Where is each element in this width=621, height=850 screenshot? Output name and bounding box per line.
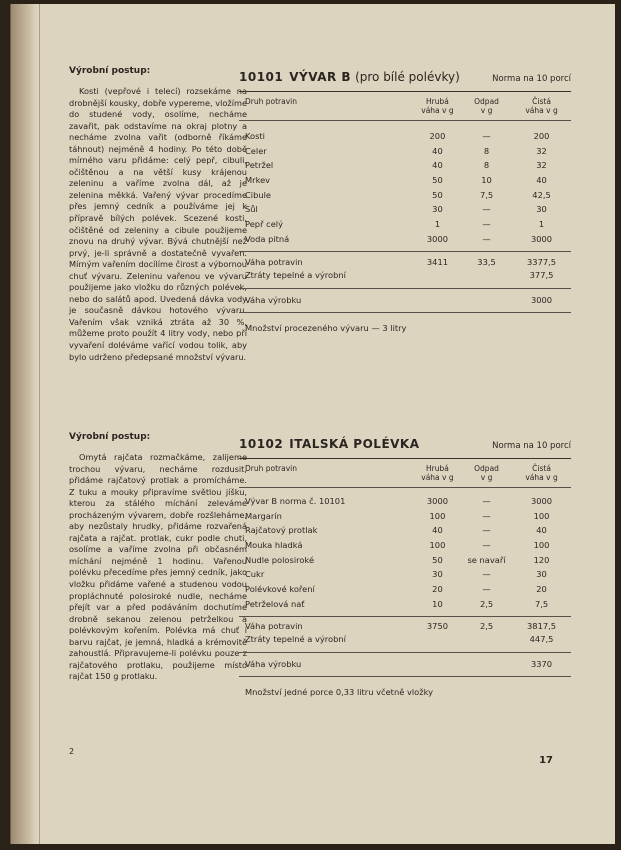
recipe-name: ITALSKÁ POLÉVKA <box>289 437 420 451</box>
recipe-title <box>239 70 571 84</box>
recipe-10102 <box>239 437 571 697</box>
table-row: Vývar B norma č. 10101 3000 — 3000 <box>245 496 553 506</box>
recipe-title <box>239 437 571 451</box>
table-row: Sůl 30 — 30 <box>245 204 547 215</box>
recipe-norm: Norma na 10 porcí <box>492 441 571 451</box>
table-row: Polévkové koření 20 — 20 <box>245 584 547 595</box>
procedure-block-2 <box>69 432 247 683</box>
recipe-norm: Norma na 10 porcí <box>492 74 571 84</box>
table-row: Rajčatový protlak 40 — 40 <box>245 525 547 536</box>
col-food: Druh potravin <box>245 97 297 106</box>
loss-row: Ztráty tepelné a výrobní 377,5 <box>245 269 554 280</box>
procedure-heading: Výrobní postup: <box>69 432 151 442</box>
table-row: Petrželová nať 10 2,5 7,5 <box>245 598 549 609</box>
table-body <box>239 129 571 247</box>
table-header <box>239 92 571 120</box>
col-net: Čistá váha v g <box>525 97 558 115</box>
page-number: 17 <box>539 755 553 766</box>
table-row: Cibule 50 7,5 42,5 <box>245 189 551 200</box>
table-row: Mouka hladká 100 — 100 <box>245 540 550 551</box>
recipe-number: 10101 <box>239 70 284 84</box>
yield-row: Váha výrobku 3000 <box>245 294 553 305</box>
book-spine <box>11 4 37 844</box>
recipe-subtitle: (pro bílé polévky) <box>355 70 460 84</box>
table-row: Mrkev 50 10 40 <box>245 175 547 186</box>
recipe-note: Množství jedné porce 0,33 litru včetně vložky <box>245 686 434 697</box>
col-food: Druh potravin <box>245 464 297 473</box>
table-row: Kosti 200 — 200 <box>245 131 550 141</box>
recipe-name: VÝVAR B <box>289 70 352 84</box>
table-row: Margarín 100 — 100 <box>245 510 550 521</box>
printer-mark: 2 <box>69 747 75 756</box>
procedure-heading: Výrobní postup: <box>69 66 151 76</box>
recipe-number: 10102 <box>239 437 284 451</box>
table-header <box>239 459 571 487</box>
recipe-note: Množství procezeného vývaru — 3 litry <box>245 322 407 333</box>
col-waste: Odpad v g <box>474 464 499 482</box>
table-body <box>239 494 571 612</box>
col-gross: Hrubá váha v g <box>421 97 454 115</box>
table-row: Petržel 40 8 32 <box>245 160 547 171</box>
total-row: Váha potravin 3750 2,5 3817,5 <box>245 620 557 631</box>
table-row: Voda pitná 3000 — 3000 <box>245 233 553 244</box>
loss-row: Ztráty tepelné a výrobní 447,5 <box>245 633 554 644</box>
total-row: Váha potravin 3411 33,5 3377,5 <box>245 256 557 267</box>
spine-fold <box>39 4 40 844</box>
table-row: Pepř celý 1 — 1 <box>245 219 545 230</box>
col-gross: Hrubá váha v g <box>421 464 454 482</box>
book-page <box>10 4 615 844</box>
col-waste: Odpad v g <box>474 97 499 115</box>
procedure-block-1 <box>69 66 247 363</box>
col-net: Čistá váha v g <box>525 464 558 482</box>
table-row: Celer 40 8 32 <box>245 145 547 156</box>
yield-row: Váha výrobku 3370 <box>245 658 553 669</box>
procedure-text: Omytá rajčata rozmačkáme, zalijeme trochou vývaru, necháme rozdusit, přidáme rajčatový protlak a promícháme. Z tuku a mouky připravíme světlou jíšku, kterou za stálého míchání zeleváme procházeným vývarem, dobře rozšleháme, aby nezůstaly hrudky, přidáme rozvařená rajčata a rajčat. protlak, cukr podle chuti, osolíme a vaříme zvolna při občasném míchání nejméně 1 hodinu. Vařenou polévku přecedíme přes jemný cedník, jako vložku přidáme vařené a studenou vodou propláchnuté polosiroké nudle, necháme přejít var a před podáváním dochutíme drobně sekanou zelenou petrželkou a polévkovým kořením. Polévka má chuť i barvu rajčat, je jemná, hladká a krémovitě zahoustlá. Připravujeme-li polévku pouze z rajčatového protlaku, použijeme místo rajčat 150 g protlaku. <box>69 452 247 682</box>
table-row: Cukr 30 — 30 <box>245 569 547 580</box>
recipe-10101 <box>239 70 571 333</box>
table-row: Nudle polosiroké 50 se navaří 120 <box>245 554 550 565</box>
procedure-text: Kosti (vepřové i telecí) rozsekáme na drobnější kousky, dobře vypereme, vložíme do studené vody, osolíme, necháme zavařit, pak odstavíme na okraj plotny a necháme zvolna vařit (odborně říkáme táhnout) nejméně 4 hodiny. Po této době mírného varu přidáme: celý pepř, cibuli, očištěnou a na větší kusy krájenou zeleninu a vaříme zvolna dál, až je zelenina měkká. Vařený vývar procedíme přes jemný cedník a používáme jej k přípravě bílých polévek. Scezené kosti, očištěné od zeleniny a cibule použijeme znovu na druhý vývar. Bývá chutnější než prvý, je-li správně a dostatečně vyvařen. Mírným vařením docílíme čirost a výbornou chuť vývaru. Zeleninu vařenou ve vývaru použijeme jako vložku do různých polévek, nebo do salátů apod. Uvedená dávka vody je současně dávkou hotového vývaru. Vařením však vzniká ztráta až 30 %, můžeme proto použít 4 litry vody, nebo při vyvaření doléváme vařící vodou tolik, aby bylo udrženo předepsané množství vývaru. <box>69 86 247 362</box>
